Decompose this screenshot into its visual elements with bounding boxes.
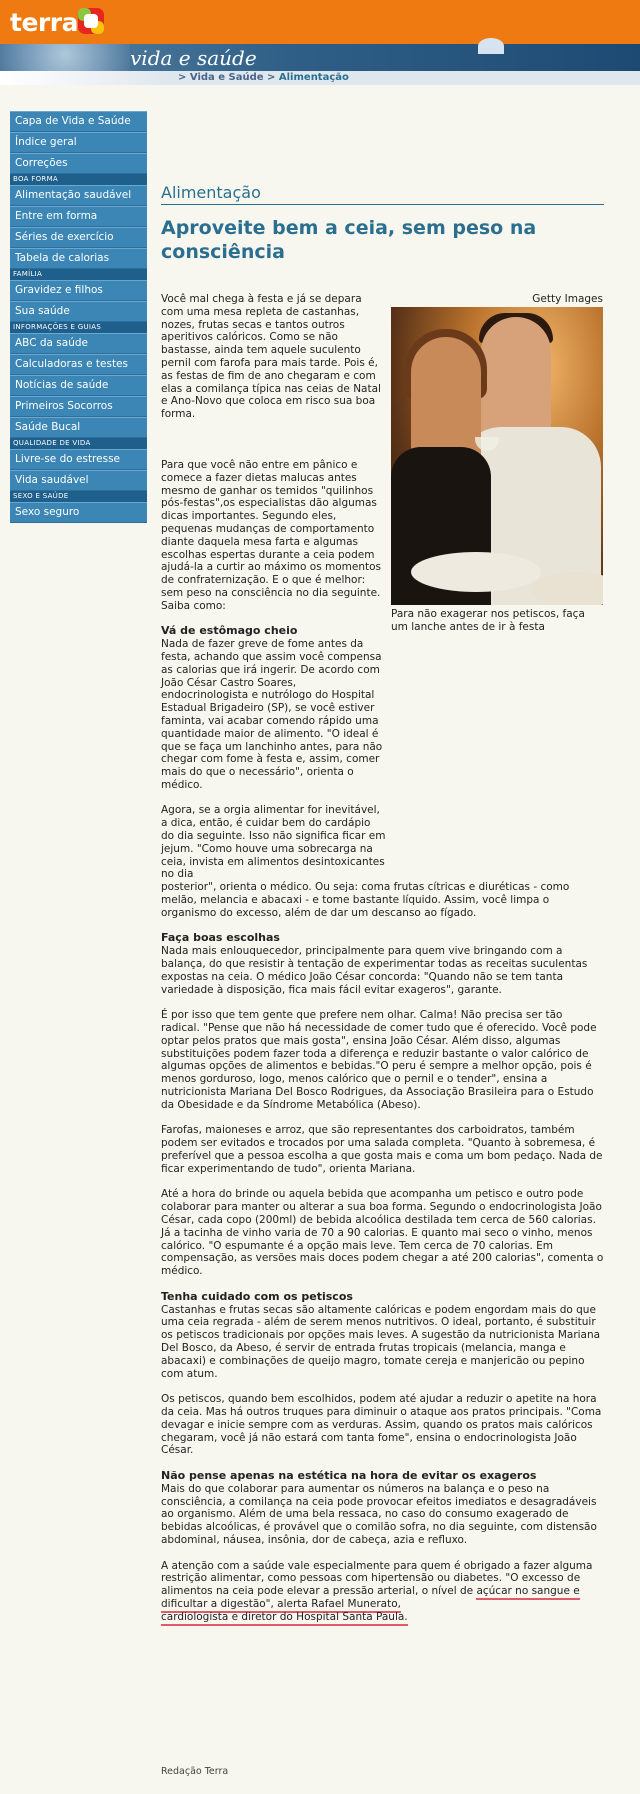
sidebar-item-series[interactable]: Séries de exercício [10,227,147,248]
sidebar-item-gravidez[interactable]: Gravidez e filhos [10,280,147,301]
breadcrumb-current[interactable]: Alimentação [278,72,349,83]
breadcrumb [178,71,349,85]
paragraph: Você mal chega à festa e já se depara com uma mesa repleta de castanhas, nozes, frutas secas e tantos outros aperitivos calóricos. Como se não bastasse, ainda tem aquele suculento pernil com farofa para mais tarde. Pois é, as festas de fim de ano chegaram e com elas a comilança típica nas ceias de Natal e Ano-Novo que coloca em risco sua boa forma. [161,293,381,421]
sidebar-item-noticias[interactable]: Notícias de saúde [10,375,147,396]
paragraph: Castanhas e frutas secas são altamente calóricas e podem engordam mais do que uma ceia regrada - além de serem menos nutritivos. O ideal, portanto, é substituir os petiscos tradicionais por opções mais leves. A sugestão da nutricionista Mariana Del Bosco, da Abeso, é servir de entrada frutas tropicais (melancia, manga e abacaxi) e combinações de queijo magro, tomate cereja e manjericão ou pepino com atum. [161,1303,601,1380]
terra-logo[interactable]: terra [10,8,78,37]
paragraph: Farofas, maioneses e arroz, que são representantes dos carboidratos, também podem ser evitados e trocados por uma salada completa. "Quanto à sobremesa, é preferível que a pessoa escolha a que gosta mais e coma um bom pedaço. Nada de ficar experimentando de tudo", orienta Mariana. [161,1124,603,1175]
highlighted-quote: açúcar no sangue e dificultar a digestão", alerta Rafael Munerato, [161,1585,580,1613]
subheading: Vá de estômago cheio [161,624,298,638]
paragraph: Até a hora do brinde ou aquela bebida que acompanha um petisco e outro pode colaborar para manter ou alterar a sua boa forma. Segundo o endocrinologista João César, cada copo (200ml) de bebida alcoólica destilada tem cerca de 560 calorias. Já a tacinha de vinho varia de 70 a 90 calorias. E quanto mai seco o vinho, menos calórico. "O espumante é a opção mais leve. Tem cerca de 70 calorias. Em compensação, as versões mais doces podem chegar a até 200 calorias", comenta o médico. [161,1188,604,1278]
sidebar-item-calculadoras[interactable]: Calculadoras e testes [10,354,147,375]
paragraph-part: Agora, se a orgia alimentar for inevitável, a dica, então, é cuidar bem do cardápio do dia seguinte. Isso não significa ficar em jejum. "Como houve uma sobrecarga na ceia, invista em alimentos desintoxicantes no dia [161,804,386,881]
photo-caption: Para não exagerar nos petiscos, faça um lanche antes de ir à festa [391,608,585,633]
article-footer: Redação Terra [161,1766,229,1777]
sidebar-group-sexo-saude: SEXO E SAÚDE [10,491,147,502]
sidebar-item-sua-saude[interactable]: Sua saúde [10,301,147,322]
header-photo [0,44,130,71]
sidebar-group-familia: FAMÍLIA [10,269,147,280]
sidebar-group-qualidade: QUALIDADE DE VIDA [10,438,147,449]
sidebar-item-saude-bucal[interactable]: Saúde Bucal [10,417,147,438]
photo-credit: Getty Images [532,293,603,305]
paragraph: Os petiscos, quando bem escolhidos, podem até ajudar a reduzir o apetite na hora da ceia. Mas há outros truques para diminuir o ataque aos pratos principais. "Coma devagar e inicie sempre com as verduras. Assim, quando os pratos mais calóricos chegaram, você já não estará com tanta fome", ensina o endocrinologista João César. [161,1393,602,1457]
sidebar-item-alimentacao[interactable]: Alimentação saudável [10,185,147,206]
sidebar-item-abc[interactable]: ABC da saúde [10,333,147,354]
breadcrumb-link-vida-e-saude[interactable]: Vida e Saúde [189,72,264,83]
article-category: Alimentação [161,183,604,205]
paragraph: Para que você não entre em pânico e comece a fazer dietas malucas antes mesmo de ganhar os temidos "quilinhos pós-festas",os especialistas dão algumas dicas importantes. Segundo eles, pequenas mudanças de comportamento diante daquela mesa farta e algumas escolhas espertas durante a ceia podem ajudá-la a curtir ao máximo os momentos de confraternização. E o que é melhor: sem peso na consciência no dia seguinte. Saiba como: [161,458,382,612]
sidebar-item-capa[interactable]: Capa de Vida e Saúde [10,111,147,132]
sidebar-item-entre-em-forma[interactable]: Entre em forma [10,206,147,227]
subheading: Não pense apenas na estética na hora de evitar os exageros [161,1468,537,1482]
sidebar-item-correcoes[interactable]: Correções [10,153,147,174]
sidebar-item-indice-geral[interactable]: Índice geral [10,132,147,153]
paragraph-part: A atenção com a saúde vale especialmente para quem é obrigado a fazer alguma restrição alimentar, como pessoas com hipertensão ou diabetes. "O excesso de alimentos na ceia pode elevar a pressão arterial, o nível de [161,1559,593,1598]
breadcrumb-separator: > [178,72,190,83]
article-body [161,293,604,1636]
sidebar-group-info-guias: INFORMAÇÕES E GUIAS [10,322,147,333]
globe-icon [478,38,504,54]
subheading: Faça boas escolhas [161,931,280,945]
sidebar-item-vida-saudavel[interactable]: Vida saudável [10,470,147,491]
top-bar [0,0,640,44]
breadcrumb-separator: > [267,72,279,83]
sidebar-group-boa-forma: BOA FORMA [10,174,147,185]
subheading: Tenha cuidado com os petiscos [161,1289,353,1303]
sidebar-item-sexo-seguro[interactable]: Sexo seguro [10,502,147,523]
paragraph [161,804,604,919]
paragraph: Mais do que colaborar para aumentar os números na balança e o peso na consciência, a comilança na ceia pode provocar efeitos imediatos e desagradáveis ao organismo. Além de uma bela ressaca, no caso do consumo exagerado de bebidas alcoólicas, é provável que o comilão sofra, no dia seguinte, com distensão abdominal, náusea, insônia, dor de cabeça, azia e refluxo. [161,1482,597,1546]
article [161,183,604,1623]
paragraph: Nada mais enlouquecedor, principalmente para quem vive bringando com a balança, do que resistir à tentação de experimentar todas as receitas suculentas expostas na ceia. O médico João César concorda: "Quando não se tem tanta variedade à disposição, fica mais fácil evitar exageros", garante. [161,945,588,996]
sidebar-item-tabela-calorias[interactable]: Tabela de calorias [10,248,147,269]
sidebar-item-estresse[interactable]: Livre-se do estresse [10,449,147,470]
paragraph: Nada de fazer greve de fome antes da festa, achando que assim você compensa as calorias que irá ingerir. De acordo com João César Castro Soares, endocrinologista e nutrólogo do Hospital Estadual Brigadeiro (SP), se você estiver faminta, vai acabar comendo rápido uma quantidade maior de alimento. "O ideal é que se faça um lanchinho antes, para não chegar com fome à festa e, assim, comer mais do que o necessário", orienta o médico. [161,638,383,791]
paragraph [161,1560,604,1624]
sidebar-nav [10,111,147,523]
paragraph-part: posterior", orienta o médico. Ou seja: coma frutas cítricas e diuréticas - como melão, melancia e abacaxi - e tome bastante líquido. Assim, você limpa o organismo do excesso, além de dar um descanso ao fígado. [161,881,570,919]
sidebar-item-primeiros-socorros[interactable]: Primeiros Socorros [10,396,147,417]
highlighted-quote: cardiologista e diretor do Hospital Santa Paula. [161,1611,408,1626]
section-title: vida e saúde [130,46,257,70]
terra-logo-icon[interactable] [76,6,106,36]
paragraph: É por isso que tem gente que prefere nem olhar. Calma! Não precisa ser tão radical. "Pense que não há necessidade de comer tudo que é oferecido. Você pode optar pelos pratos que mais gosta", ensina João César. Além disso, algumas substituições podem fazer toda a diferença e reduzir bastante o valor calórico de algumas opções de alimentos e bebidas."O peru é sempre a melhor opção, pois é menos gorduroso, logo, menos calórico que o pernil e o tender", ensina a nutricionista Mariana Del Bosco Rodrigues, da Associação Brasileira para o Estudo da Obesidade e da Síndrome Metabólica (Abeso). [161,1009,597,1111]
article-headline: Aproveite bem a ceia, sem peso na consciência [161,217,537,263]
